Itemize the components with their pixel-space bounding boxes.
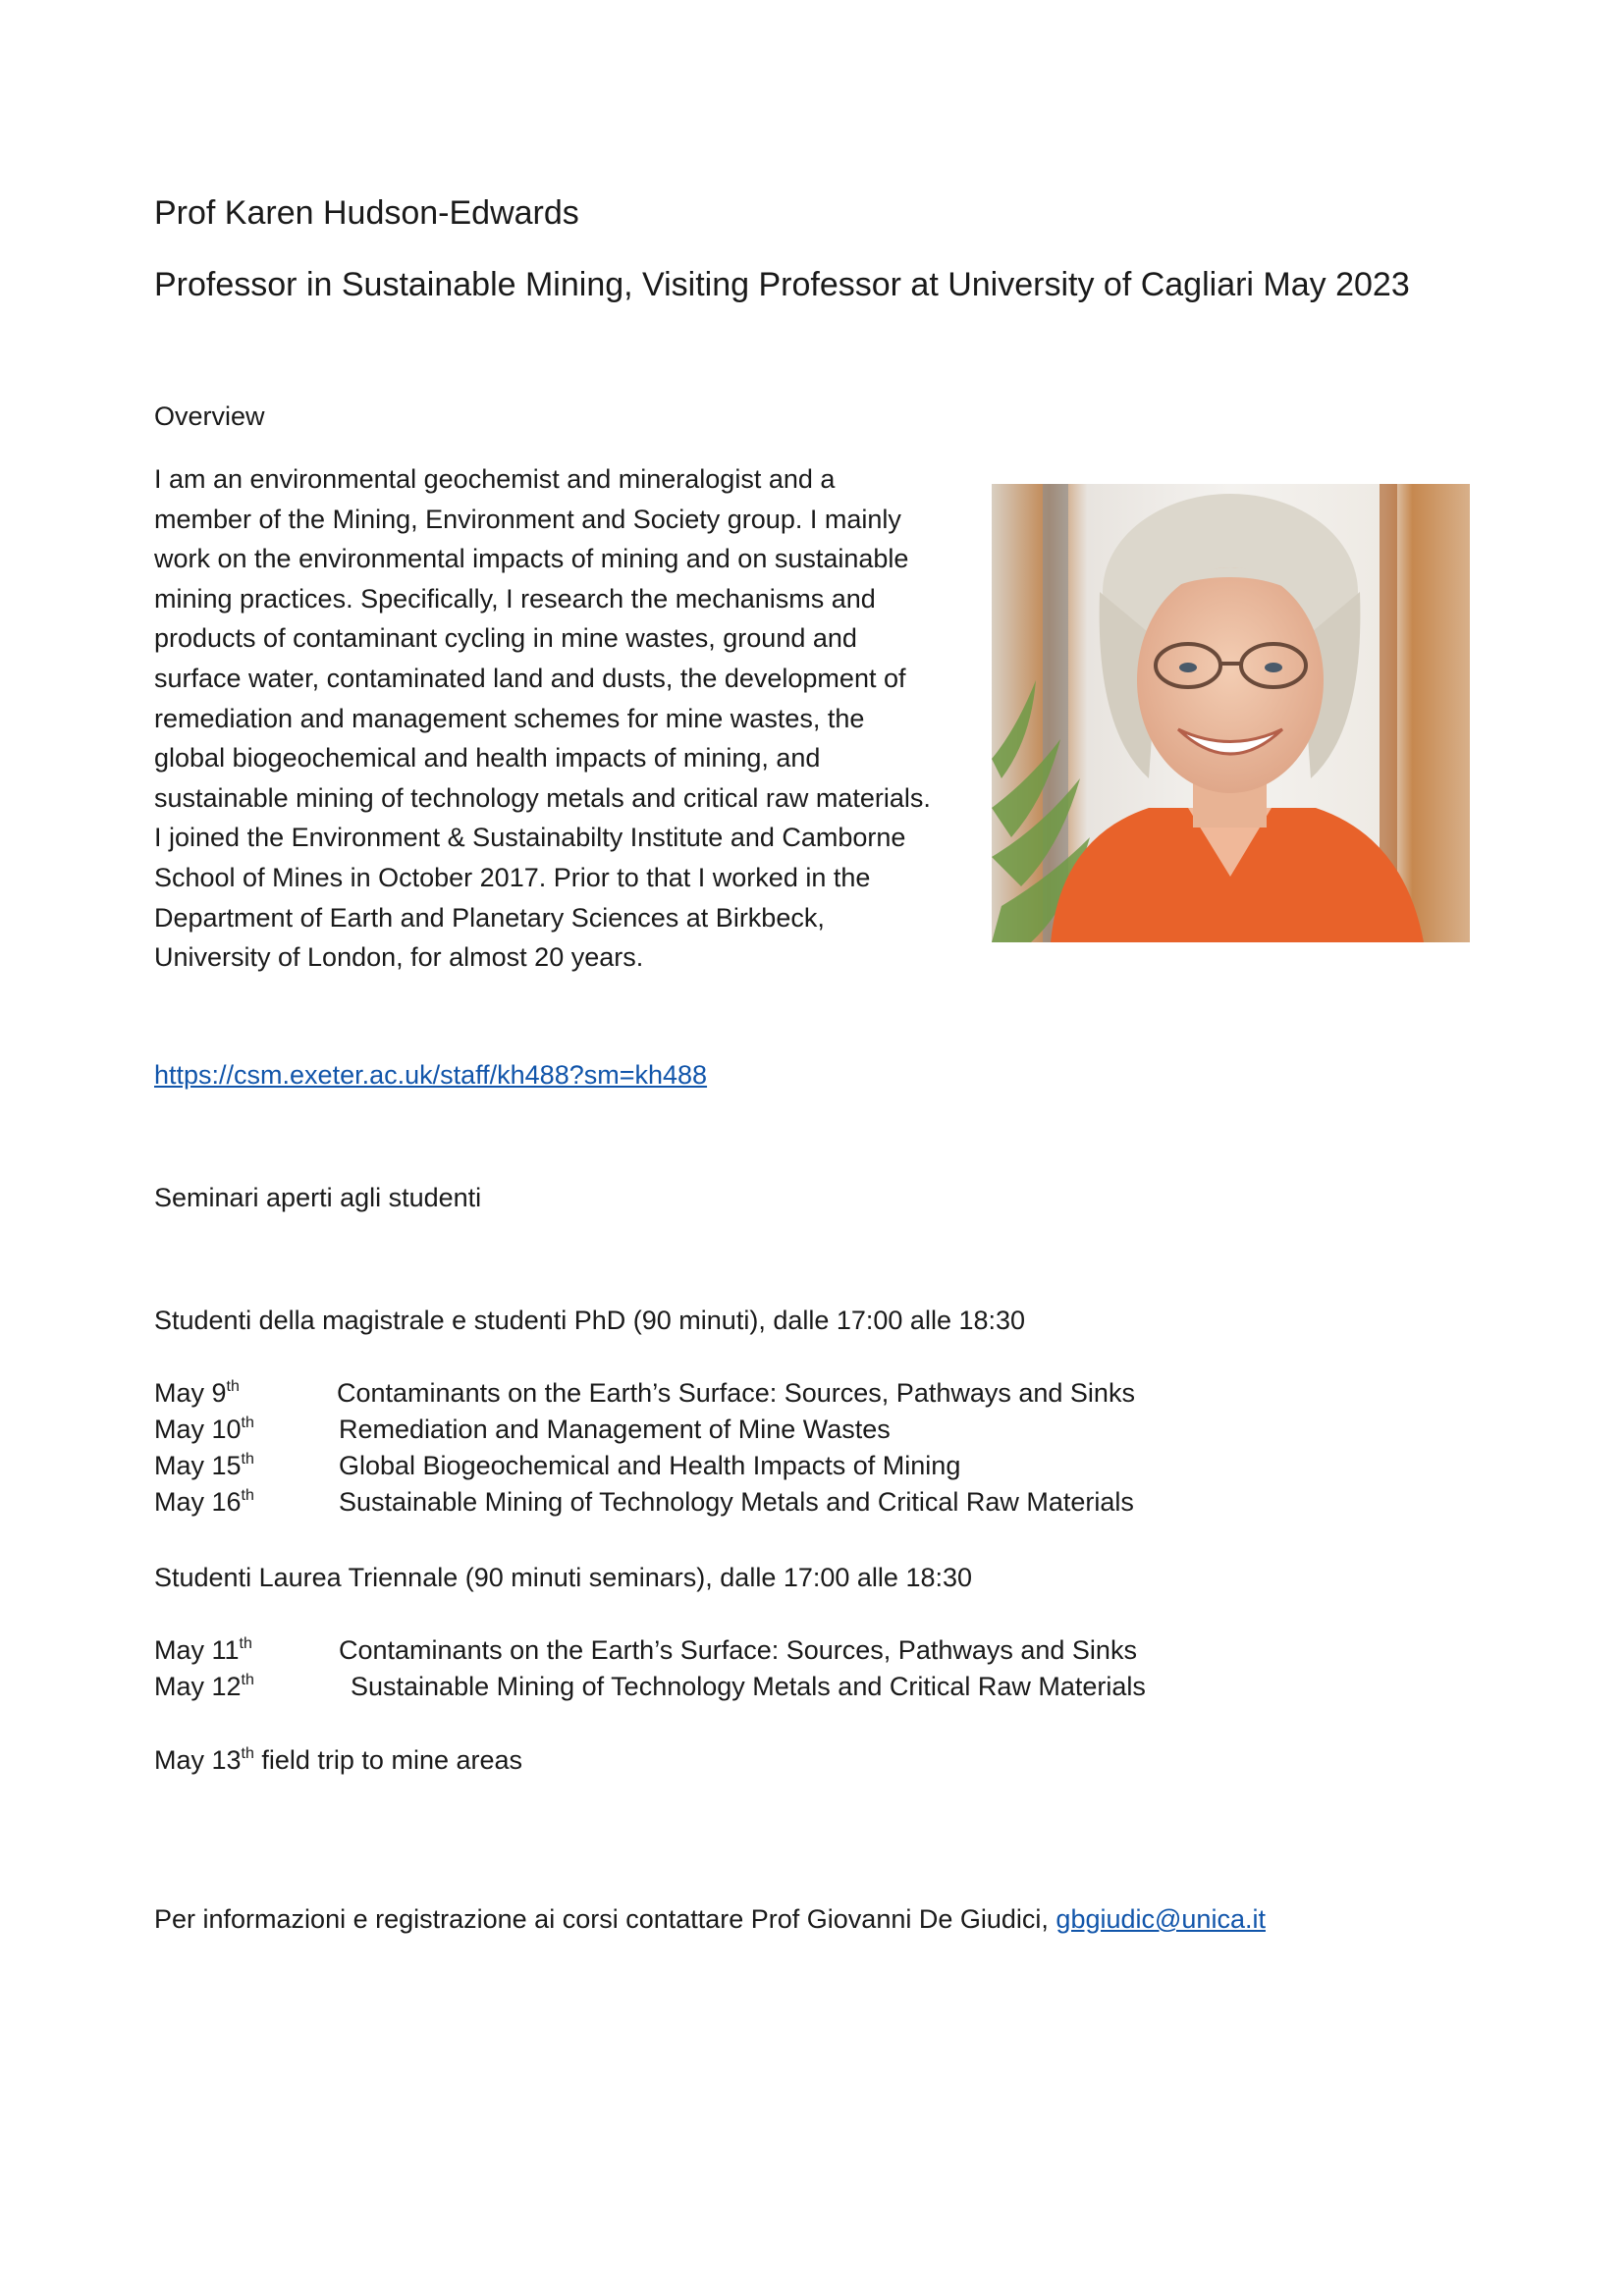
person-name: Prof Karen Hudson-Edwards xyxy=(154,194,579,232)
staff-profile-link[interactable]: https://csm.exeter.ac.uk/staff/kh488?sm=kh488 xyxy=(154,1060,708,1090)
date-suffix: th xyxy=(241,1672,254,1688)
bio-line: surface water, contaminated land and dusts, the development of xyxy=(154,663,906,693)
date-suffix: th xyxy=(241,1415,254,1431)
date-suffix: th xyxy=(241,1451,254,1468)
session-topic: Sustainable Mining of Technology Metals and Critical Raw Materials xyxy=(351,1672,1146,1701)
bio-line: I joined the Environment & Sustainabilty Institute and Camborne xyxy=(154,823,906,853)
bio-line: I am an environmental geochemist and mineralogist and a xyxy=(154,464,836,494)
session-day: May 16 xyxy=(154,1487,242,1517)
bio-line: products of contaminant cycling in mine wastes, ground and xyxy=(154,623,857,654)
session-topic: Contaminants on the Earth’s Surface: Sources, Pathways and Sinks xyxy=(337,1378,1135,1408)
bio-line: Department of Earth and Planetary Sciences at Birkbeck, xyxy=(154,902,825,933)
person-title: Professor in Sustainable Mining, Visiting Professor at University of Cagliari May 2023 xyxy=(154,266,1410,303)
bio-line: remediation and management schemes for mine wastes, the xyxy=(154,703,865,733)
session-topic: Remediation and Management of Mine Wastes xyxy=(339,1415,891,1444)
bio-line: global biogeochemical and health impacts of mining, and xyxy=(154,743,821,774)
date-suffix: th xyxy=(239,1635,252,1652)
profile-photo xyxy=(992,484,1470,942)
bio-line: member of the Mining, Environment and Society group. I mainly xyxy=(154,504,901,534)
session-day: May 11 xyxy=(154,1635,240,1665)
bio-line: work on the environmental impacts of mining and on sustainable xyxy=(154,544,909,574)
seminars-heading: Seminari aperti agli studenti xyxy=(154,1183,482,1212)
bio-line: sustainable mining of technology metals and critical raw materials. xyxy=(154,782,931,813)
session-day: May 12 xyxy=(154,1672,242,1701)
contact-info xyxy=(154,1904,1266,1935)
overview-heading: Overview xyxy=(154,401,265,431)
session-topic: Contaminants on the Earth’s Surface: Sources, Pathways and Sinks xyxy=(339,1635,1137,1665)
bio-line: University of London, for almost 20 years. xyxy=(154,942,644,973)
session-date xyxy=(154,1487,254,1518)
session-date xyxy=(154,1378,240,1409)
date-suffix: th xyxy=(241,1745,254,1762)
contact-email-link[interactable]: gbgiudic@unica.it xyxy=(1056,1904,1266,1934)
session-date xyxy=(154,1672,254,1702)
field-trip-date: May 13 xyxy=(154,1745,242,1775)
portrait-image xyxy=(992,484,1470,942)
field-trip-note xyxy=(154,1745,522,1776)
session-day: May 15 xyxy=(154,1451,242,1480)
masters-group-title: Studenti della magistrale e studenti PhD (90 minuti), dalle 17:00 alle 18:30 xyxy=(154,1306,1026,1335)
session-date xyxy=(154,1415,254,1445)
session-day: May 9 xyxy=(154,1378,227,1408)
bio-line: School of Mines in October 2017. Prior to that I worked in the xyxy=(154,862,871,892)
field-trip-text: field trip to mine areas xyxy=(253,1745,523,1775)
session-day: May 10 xyxy=(154,1415,242,1444)
overview-text xyxy=(154,459,989,978)
session-topic: Global Biogeochemical and Health Impacts of Mining xyxy=(339,1451,961,1480)
session-date xyxy=(154,1451,254,1481)
date-suffix: th xyxy=(241,1487,254,1504)
bio-line: mining practices. Specifically, I research the mechanisms and xyxy=(154,583,876,614)
triennale-group-title: Studenti Laurea Triennale (90 minuti seminars), dalle 17:00 alle 18:30 xyxy=(154,1563,973,1592)
date-suffix: th xyxy=(226,1378,240,1395)
session-date xyxy=(154,1635,252,1666)
contact-text: Per informazioni e registrazione ai corsi contattare Prof Giovanni De Giudici, xyxy=(154,1904,1056,1934)
session-topic: Sustainable Mining of Technology Metals and Critical Raw Materials xyxy=(339,1487,1134,1517)
